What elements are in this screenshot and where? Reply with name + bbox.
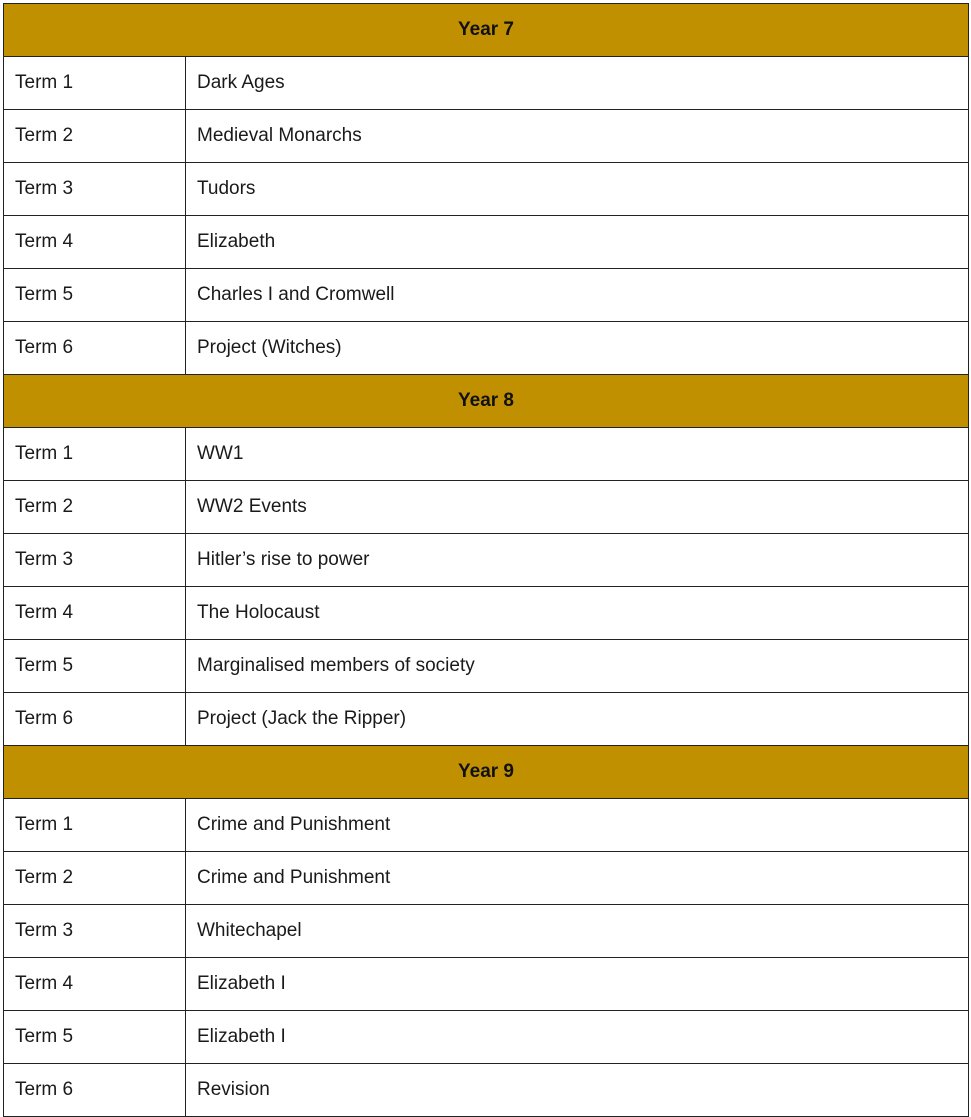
- table-row: [4, 587, 969, 640]
- table-row: [4, 534, 969, 587]
- topic-label: Hitler’s rise to power: [186, 534, 969, 587]
- topic-label: Medieval Monarchs: [186, 110, 969, 163]
- year-title: Year 7: [4, 4, 969, 57]
- term-label: Term 5: [4, 269, 186, 322]
- topic-label: WW2 Events: [186, 481, 969, 534]
- table-row: [4, 269, 969, 322]
- term-label: Term 2: [4, 481, 186, 534]
- term-label: Term 1: [4, 799, 186, 852]
- table-row: [4, 481, 969, 534]
- topic-label: Elizabeth I: [186, 958, 969, 1011]
- table-row: [4, 958, 969, 1011]
- table-row: [4, 216, 969, 269]
- table-row: [4, 799, 969, 852]
- topic-label: Project (Jack the Ripper): [186, 693, 969, 746]
- table-row: [4, 640, 969, 693]
- topic-label: WW1: [186, 428, 969, 481]
- year-title: Year 8: [4, 375, 969, 428]
- table-row: [4, 693, 969, 746]
- year-header-row: [4, 375, 969, 428]
- year-title: Year 9: [4, 746, 969, 799]
- term-label: Term 5: [4, 1011, 186, 1064]
- table-row: [4, 905, 969, 958]
- term-label: Term 6: [4, 693, 186, 746]
- table-row: [4, 852, 969, 905]
- term-label: Term 6: [4, 1064, 186, 1117]
- curriculum-table: [3, 3, 969, 1117]
- term-label: Term 1: [4, 428, 186, 481]
- term-label: Term 6: [4, 322, 186, 375]
- topic-label: Charles I and Cromwell: [186, 269, 969, 322]
- topic-label: Elizabeth I: [186, 1011, 969, 1064]
- topic-label: Tudors: [186, 163, 969, 216]
- topic-label: Crime and Punishment: [186, 799, 969, 852]
- term-label: Term 3: [4, 905, 186, 958]
- term-label: Term 3: [4, 163, 186, 216]
- topic-label: Revision: [186, 1064, 969, 1117]
- term-label: Term 5: [4, 640, 186, 693]
- term-label: Term 3: [4, 534, 186, 587]
- term-label: Term 4: [4, 216, 186, 269]
- topic-label: Whitechapel: [186, 905, 969, 958]
- term-label: Term 1: [4, 57, 186, 110]
- term-label: Term 2: [4, 852, 186, 905]
- table-row: [4, 322, 969, 375]
- topic-label: Elizabeth: [186, 216, 969, 269]
- curriculum-table-body: [4, 4, 969, 1117]
- topic-label: Dark Ages: [186, 57, 969, 110]
- table-row: [4, 428, 969, 481]
- year-header-row: [4, 746, 969, 799]
- year-header-row: [4, 4, 969, 57]
- term-label: Term 4: [4, 958, 186, 1011]
- term-label: Term 4: [4, 587, 186, 640]
- table-row: [4, 57, 969, 110]
- topic-label: The Holocaust: [186, 587, 969, 640]
- topic-label: Marginalised members of society: [186, 640, 969, 693]
- table-row: [4, 1011, 969, 1064]
- topic-label: Crime and Punishment: [186, 852, 969, 905]
- topic-label: Project (Witches): [186, 322, 969, 375]
- table-row: [4, 110, 969, 163]
- table-row: [4, 1064, 969, 1117]
- term-label: Term 2: [4, 110, 186, 163]
- table-row: [4, 163, 969, 216]
